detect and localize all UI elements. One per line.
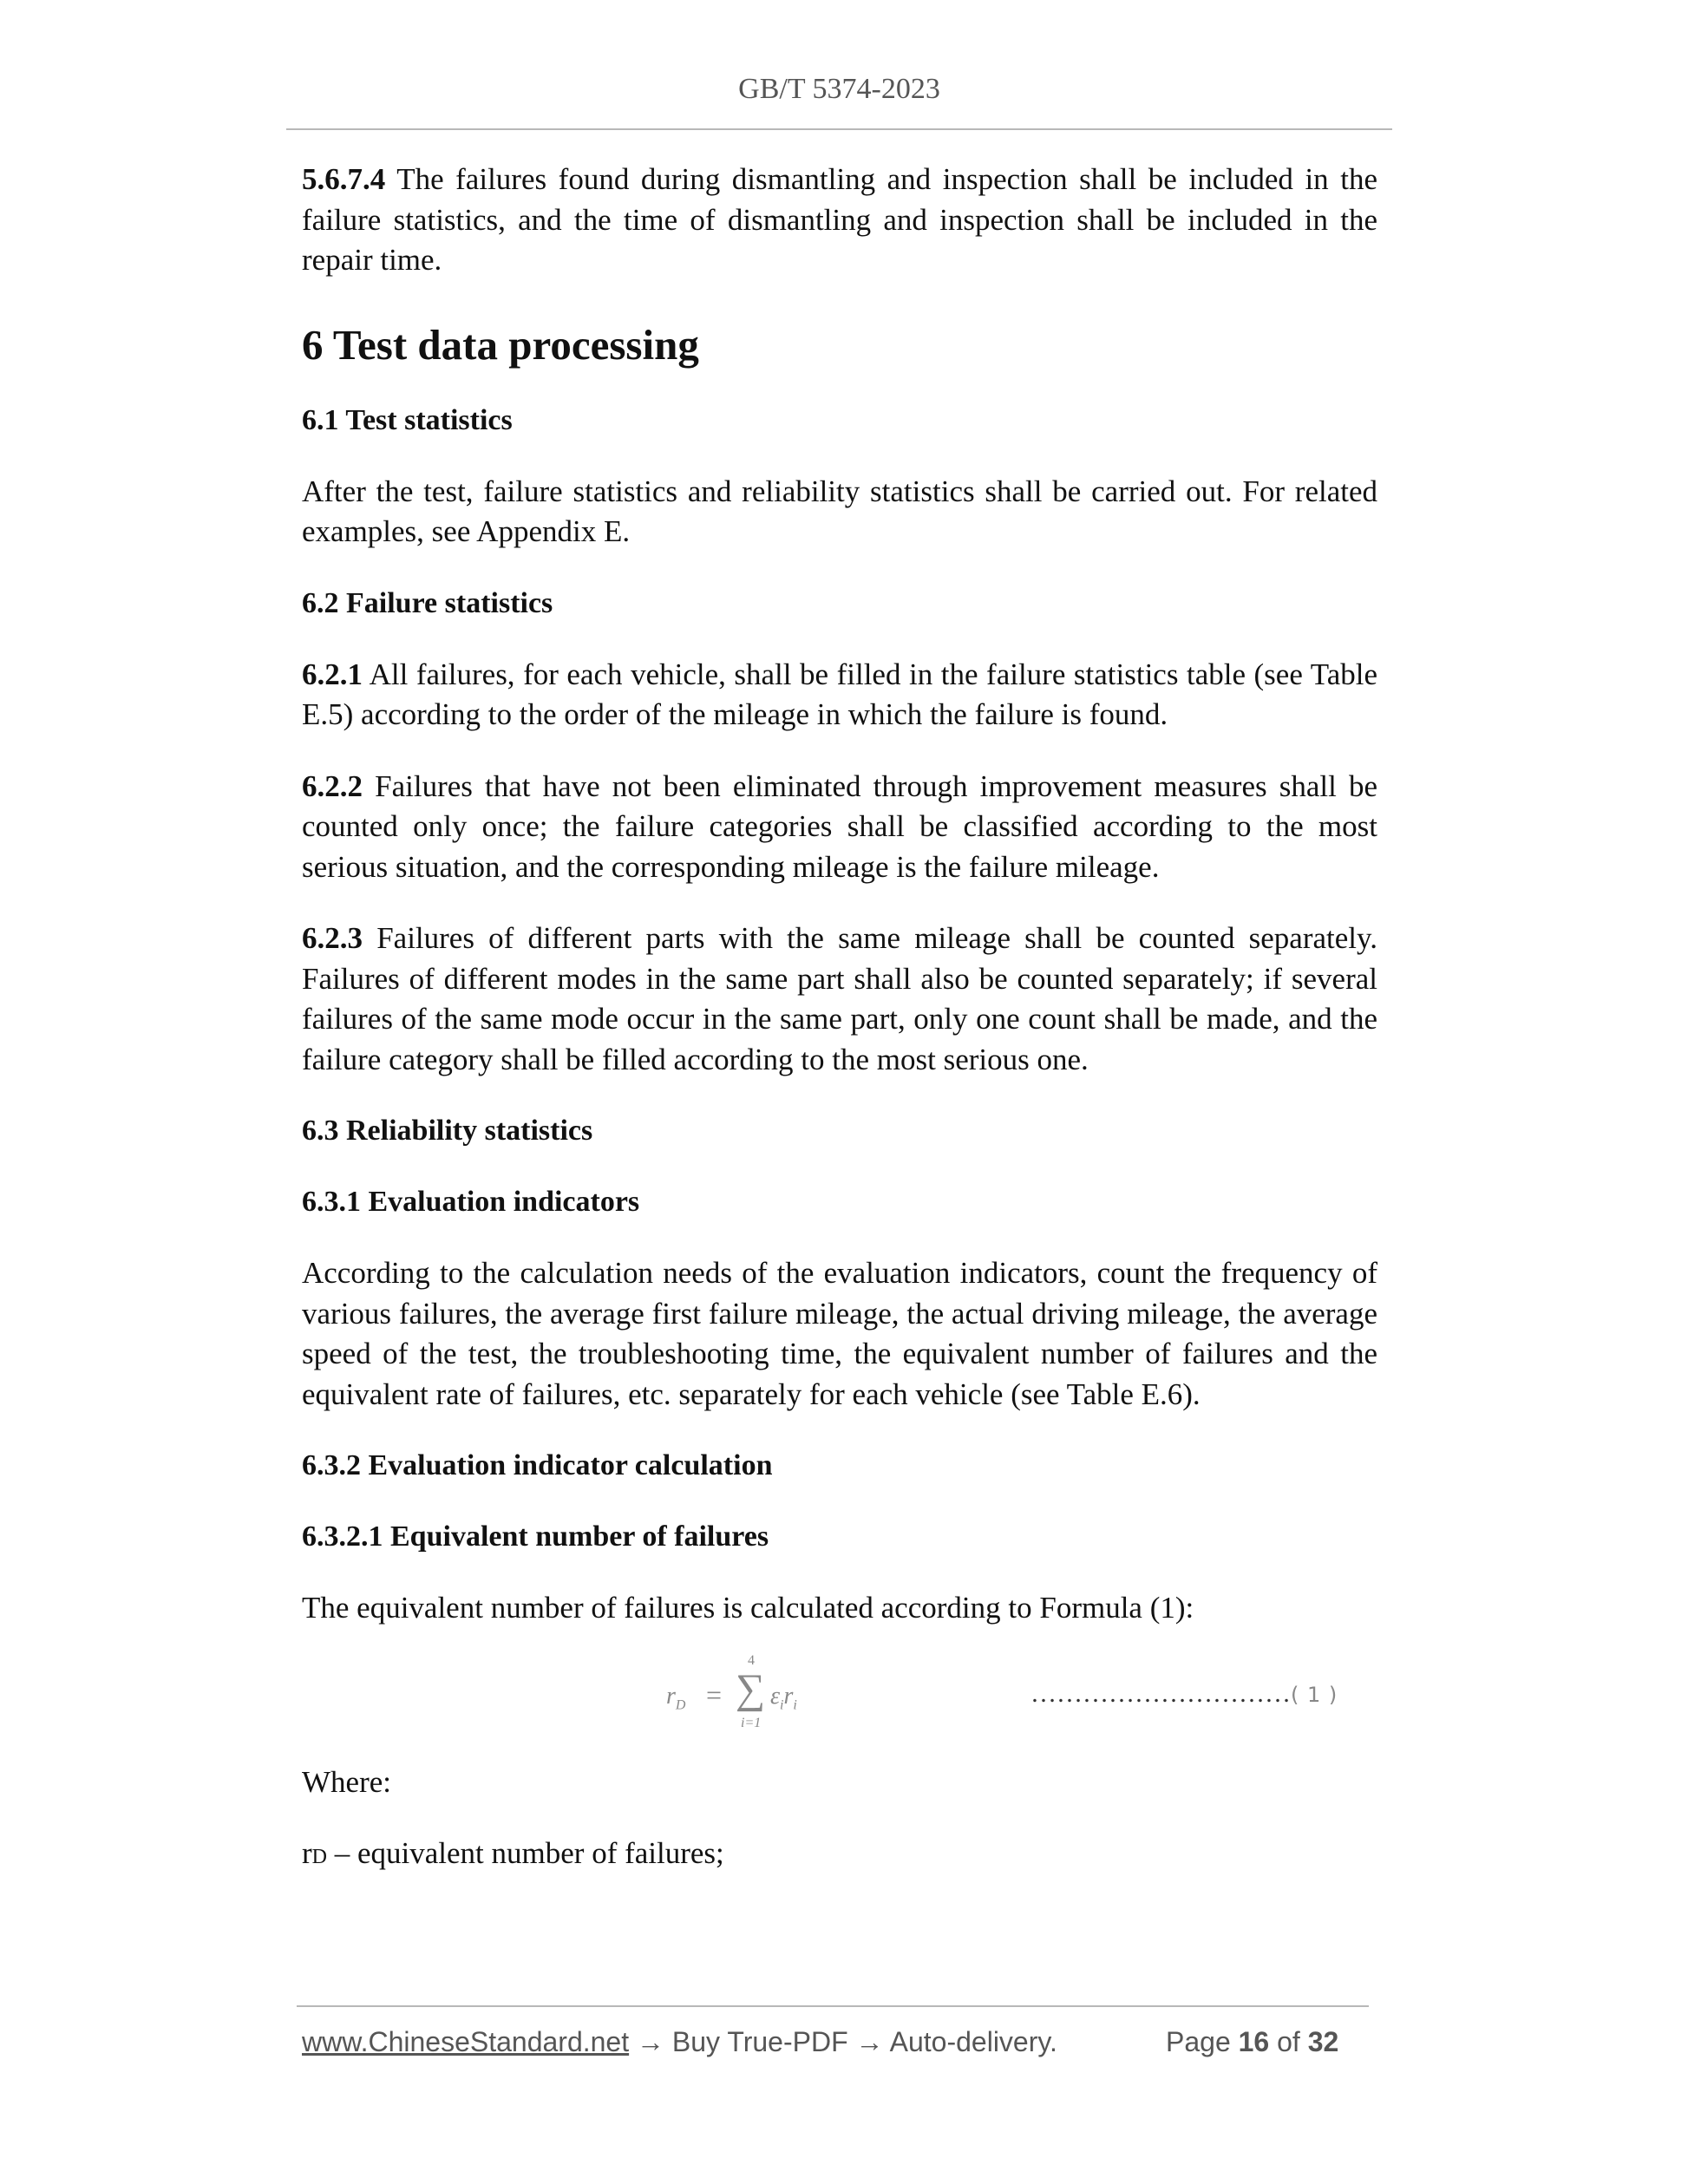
section-6-1-text: After the test, failure statistics and reliability statistics shall be carried out. For related examples, see Appendix E. xyxy=(302,474,1377,548)
where-definition-rd xyxy=(302,1834,1377,1878)
clause-6-2-1 xyxy=(302,655,1377,736)
of-word: of xyxy=(1277,2026,1300,2057)
formula-1 xyxy=(666,1653,857,1738)
section-6-3-2-1-text: The equivalent number of failures is calculated according to Formula (1): xyxy=(302,1591,1194,1625)
formula-upper-limit: 4 xyxy=(748,1652,755,1668)
formula-rhs xyxy=(770,1683,797,1714)
document-header xyxy=(286,73,1392,106)
clause-number: 5.6.7.4 xyxy=(302,162,386,196)
section-6-2-title: 6.2 Failure statistics xyxy=(302,586,553,619)
section-6-3-1-title: 6.3.1 Evaluation indicators xyxy=(302,1186,640,1218)
formula-lhs xyxy=(666,1683,685,1714)
clause-number: 6.2.2 xyxy=(302,768,363,803)
definition-text: – equivalent number of failures; xyxy=(327,1836,724,1870)
formula-r-sub: i xyxy=(793,1697,797,1713)
summation-icon: ∑ xyxy=(736,1665,766,1712)
document-id: GB/T 5374-2023 xyxy=(738,73,940,105)
clause-5-6-7-4 xyxy=(302,160,1377,281)
leader-dots: ………………………… xyxy=(1030,1678,1291,1708)
formula-lhs-var: r xyxy=(666,1682,676,1710)
formula-epsilon: ε xyxy=(770,1682,781,1710)
formula-1-row xyxy=(302,1653,1377,1738)
website-link[interactable]: www.ChineseStandard.net xyxy=(302,2026,630,2057)
section-6-3-title: 6.3 Reliability statistics xyxy=(302,1115,593,1147)
page-footer xyxy=(302,2026,1369,2058)
page-number: 16 xyxy=(1238,2026,1270,2057)
symbol-sub-d: D xyxy=(311,1846,327,1868)
page-indicator xyxy=(1166,2026,1338,2058)
clause-text: The failures found during dismantling and inspection shall be included in the failure statistics, and the time of dismantling and inspection shall be included in the repair time. xyxy=(302,162,1377,277)
section-6-3-2-1-title: 6.3.2.1 Equivalent number of failures xyxy=(302,1520,769,1553)
clause-text: Failures of different parts with the same mileage shall be counted separately. Failures of different modes in the same part shall also be counted separately; if several failures of the same mode occur in the same part, only one count shall be made, and the failure category shall be filled according to the most serious one. xyxy=(302,921,1377,1076)
formula-r: r xyxy=(783,1682,794,1710)
formula-epsilon-sub: i xyxy=(780,1697,784,1713)
clause-6-2-3 xyxy=(302,919,1377,1080)
header-divider xyxy=(286,128,1392,130)
clause-number: 6.2.3 xyxy=(302,921,363,955)
formula-equals: = xyxy=(706,1678,723,1710)
buy-pdf-text: → Buy True-PDF xyxy=(629,2026,856,2057)
section-6-3-2-title: 6.3.2 Evaluation indicator calculation xyxy=(302,1449,773,1481)
formula-number: ( 1 ) xyxy=(1291,1682,1338,1707)
clause-text: Failures that have not been eliminated through improvement measures shall be counted only once; the failure categories shall be classified according to the most serious situation, and the corresponding mileage is the failure mileage. xyxy=(302,768,1377,884)
clause-number: 6.2.1 xyxy=(302,657,363,691)
section-6-title: 6 Test data processing xyxy=(302,320,699,369)
page-content xyxy=(302,160,1377,1878)
clause-text: All failures, for each vehicle, shall be filled in the failure statistics table (see Table E.5) according to the order of the mileage in which the failure is found. xyxy=(302,657,1377,731)
formula-1-label xyxy=(1030,1679,1338,1709)
section-6-1-title: 6.1 Test statistics xyxy=(302,403,513,436)
symbol-r: r xyxy=(302,1836,312,1870)
section-6-3-1-text: According to the calculation needs of the evaluation indicators, count the frequency of various failures, the average first failure mileage, the actual driving mileage, the average speed of the test, the troubleshooting time, the equivalent number of failures and the equivalent rate of failures, etc. separately for each vehicle (see Table E.6). xyxy=(302,1256,1377,1411)
page-word: Page xyxy=(1166,2026,1231,2057)
page-total: 32 xyxy=(1307,2026,1339,2057)
where-label: Where: xyxy=(302,1764,391,1799)
footer-divider xyxy=(297,2005,1369,2007)
formula-lower-limit: i=1 xyxy=(741,1715,762,1730)
clause-6-2-2 xyxy=(302,767,1377,888)
auto-delivery-text: → Auto-delivery. xyxy=(855,2026,1057,2057)
formula-lhs-sub: D xyxy=(675,1697,686,1713)
